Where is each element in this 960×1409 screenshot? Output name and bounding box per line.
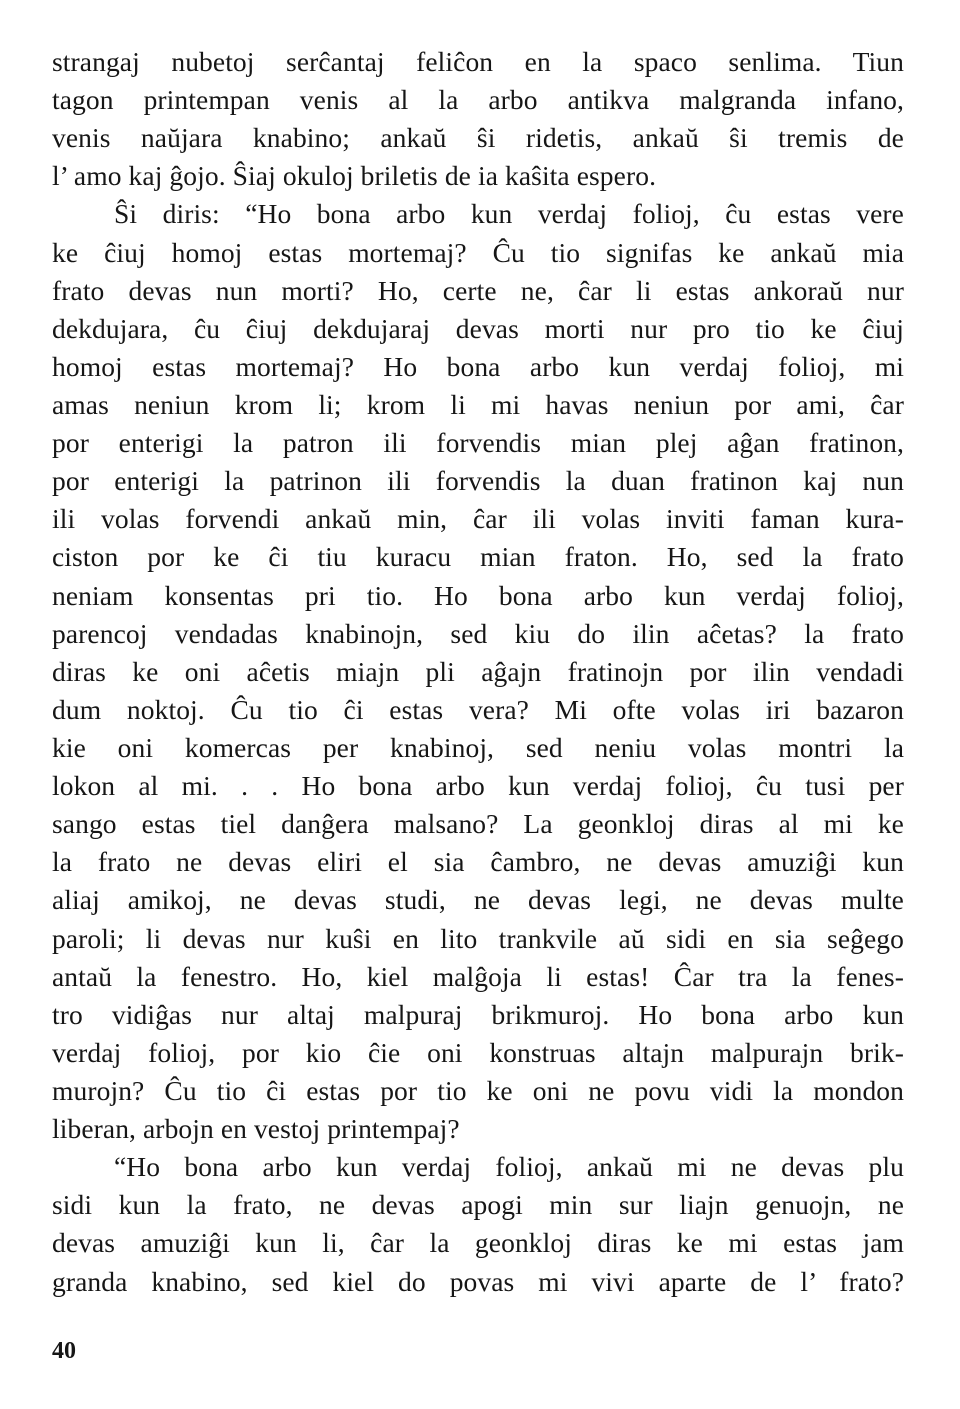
text-line: amas neniun krom li; krom li mi havas neniun por ami, ĉar bbox=[52, 388, 904, 420]
text-line: kie oni komercas per knabinoj, sed neniu volas montri la bbox=[52, 731, 904, 763]
text-line: liberan, arbojn en vestoj printempaj? bbox=[52, 1113, 460, 1145]
text-line: murojn? Ĉu tio ĉi estas por tio ke oni ne povu vidi la mondon bbox=[52, 1074, 904, 1106]
text-line: ciston por ke ĉi tiu kuracu mian fraton. Ho, sed la frato bbox=[52, 541, 904, 573]
text-line: granda knabino, sed kiel do povas mi vivi aparte de l’ frato? bbox=[52, 1265, 904, 1297]
text-line: por enterigi la patron ili forvendis mian plej aĝan fratinon, bbox=[52, 427, 904, 459]
text-line: ke ĉiuj homoj estas mortemaj? Ĉu tio signifas ke ankaŭ mia bbox=[52, 236, 904, 268]
text-line: parencoj vendadas knabinojn, sed kiu do ilin aĉetas? la frato bbox=[52, 617, 904, 649]
text-line: strangaj nubetoj serĉantaj feliĉon en la spaco senlima. Tiun bbox=[52, 46, 904, 77]
page-number: 40 bbox=[52, 1338, 76, 1364]
text-line: aliaj amikoj, ne devas studi, ne devas legi, ne devas multe bbox=[52, 884, 904, 916]
text-line: paroli; li devas nur kuŝi en lito trankvile aŭ sidi en sia seĝego bbox=[52, 922, 904, 954]
body-text bbox=[52, 43, 904, 1301]
text-line: verdaj folioj, por kio ĉie oni konstruas altajn malpurajn brik- bbox=[52, 1036, 904, 1068]
paragraph-start-line: Ŝi diris: “Ho bona arbo kun verdaj folioj, ĉu estas vere bbox=[114, 198, 904, 230]
text-line: devas amuziĝi kun li, ĉar la geonkloj diras ke mi estas jam bbox=[52, 1227, 904, 1259]
text-line: dum noktoj. Ĉu tio ĉi estas vera? Mi ofte volas iri bazaron bbox=[52, 693, 904, 725]
text-line: venis naŭjara knabino; ankaŭ ŝi ridetis, ankaŭ ŝi tremis de bbox=[52, 122, 904, 154]
text-line: diras ke oni aĉetis miajn pli aĝajn fratinojn por ilin vendadi bbox=[52, 655, 904, 687]
text-line: lokon al mi. . . Ho bona arbo kun verdaj folioj, ĉu tusi per bbox=[52, 770, 904, 802]
text-line: tro vidiĝas nur altaj malpuraj brikmuroj. Ho bona arbo kun bbox=[52, 998, 904, 1030]
paragraph-start-line: “Ho bona arbo kun verdaj folioj, ankaŭ mi ne devas plu bbox=[114, 1151, 904, 1183]
text-line: sango estas tiel danĝera malsano? La geonkloj diras al mi ke bbox=[52, 808, 904, 840]
text-line: antaŭ la fenestro. Ho, kiel malĝoja li estas! Ĉar tra la fenes- bbox=[52, 960, 904, 992]
text-line: dekdujara, ĉu ĉiuj dekdujaraj devas morti nur pro tio ke ĉiuj bbox=[52, 312, 904, 344]
text-line: ili volas forvendi ankaŭ min, ĉar ili volas inviti faman kura- bbox=[52, 503, 904, 535]
text-line: homoj estas mortemaj? Ho bona arbo kun verdaj folioj, mi bbox=[52, 350, 904, 382]
text-line: sidi kun la frato, ne devas apogi min sur liajn genuojn, ne bbox=[52, 1189, 904, 1221]
text-line: frato devas nun morti? Ho, certe ne, ĉar li estas ankoraŭ nur bbox=[52, 274, 904, 306]
text-line: tagon printempan venis al la arbo antikva malgranda infano, bbox=[52, 84, 904, 116]
text-line: neniam konsentas pri tio. Ho bona arbo kun verdaj folioj, bbox=[52, 579, 904, 611]
text-line: por enterigi la patrinon ili forvendis la duan fratinon kaj nun bbox=[52, 465, 904, 497]
text-line: la frato ne devas eliri el sia ĉambro, ne devas amuziĝi kun bbox=[52, 846, 904, 878]
text-line: l’ amo kaj ĝojo. Ŝiaj okuloj briletis de ia kaŝita espero. bbox=[52, 160, 657, 192]
